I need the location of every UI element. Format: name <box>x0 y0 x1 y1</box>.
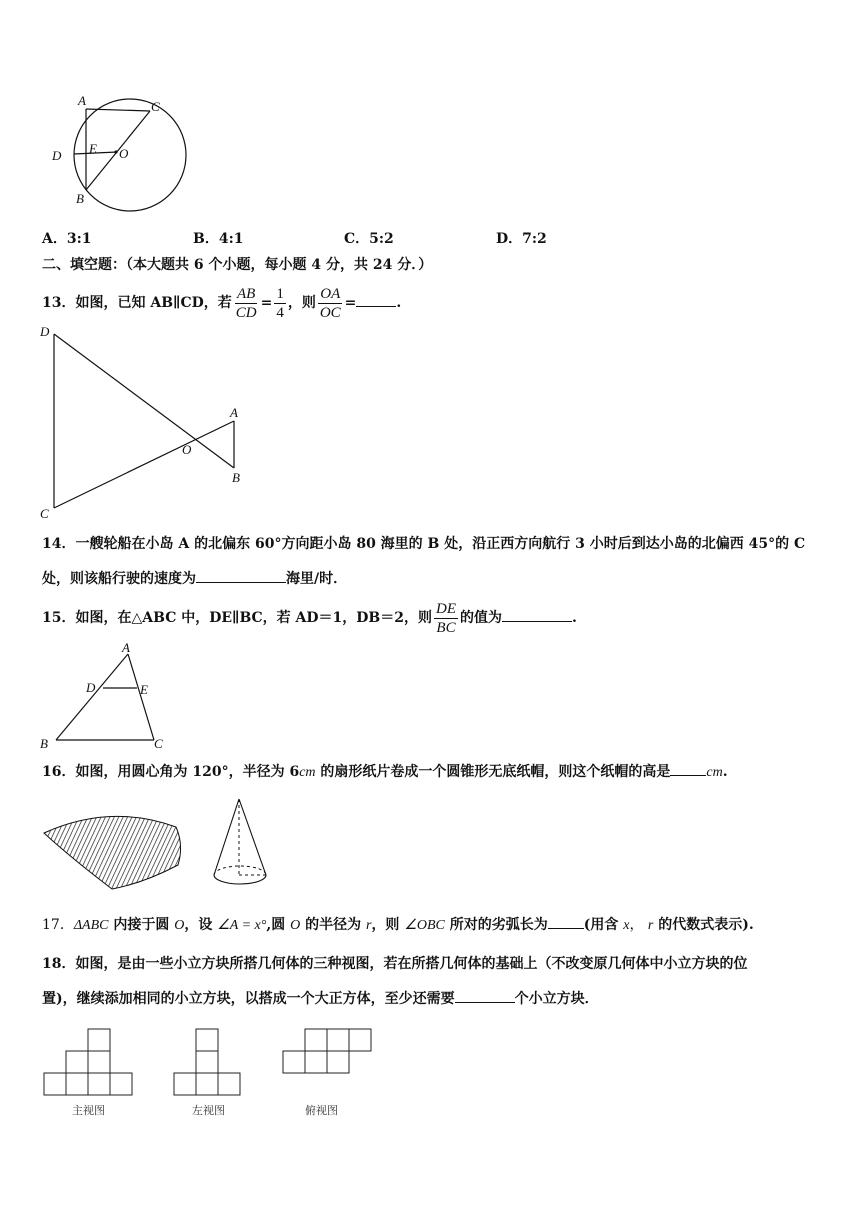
label-a: A <box>230 405 238 420</box>
frac-den: 4 <box>276 304 284 321</box>
choice-b[interactable]: B．4:1 <box>193 231 244 247</box>
q15-prefix: 15．如图，在△ABC 中，DE∥BC，若 AD＝1，DB＝2，则 <box>42 610 433 626</box>
q17-text-8: 的代数式表示). <box>653 917 754 933</box>
var-x: x <box>623 918 630 933</box>
comma: ， <box>629 917 648 933</box>
q14-text-a: 处，则该船行驶的速度为 <box>42 571 196 587</box>
circle-o-label: O <box>174 918 185 933</box>
radius-r: r <box>365 918 372 933</box>
left-view-caption: 左视图 <box>192 1104 225 1117</box>
segment-ca <box>54 421 234 508</box>
var-r: r <box>647 918 654 933</box>
q14-text-b: 海里/时． <box>286 571 348 587</box>
cone-base-front <box>214 875 266 884</box>
period: . <box>396 295 402 311</box>
angle-obc: ∠OBC <box>404 918 445 933</box>
q13-text <box>42 284 401 322</box>
answer-blank[interactable] <box>196 568 286 583</box>
q17-text-5: ，则 <box>371 917 405 933</box>
q16-prefix: 16．如图，用圆心角为 120°，半径为 6 <box>42 764 300 780</box>
q15-figure <box>36 640 176 752</box>
top-view <box>281 1026 375 1078</box>
q17-text-6: 所对的劣弧长为 <box>444 917 548 933</box>
unit-cm: cm <box>706 765 723 780</box>
answer-blank[interactable] <box>502 607 572 622</box>
q14-line1: 14．一艘轮船在小岛 A 的北偏东 60°方向距小岛 80 海里的 B 处，沿正西方向航行 3 小时后到达小岛的北偏西 45°的 C <box>42 536 806 552</box>
front-view <box>42 1026 134 1098</box>
side-ab <box>56 654 128 740</box>
sector-shape <box>44 816 181 889</box>
q18-text-b: 个小立方块． <box>514 991 599 1007</box>
label-b: B <box>40 736 48 751</box>
q16-mid: 的扇形纸片卷成一个圆锥形无底纸帽，则这个纸帽的高是 <box>315 764 671 780</box>
label-o: O <box>182 442 192 457</box>
q13-prefix: 13．如图，已知 AB∥CD，若 <box>42 295 232 311</box>
frac-num: AB <box>237 285 256 302</box>
triangle-abc: ΔABC <box>73 918 109 933</box>
equals-sign: = <box>344 295 357 311</box>
period: . <box>722 764 728 780</box>
answer-blank[interactable] <box>455 988 515 1003</box>
label-b: B <box>76 191 84 206</box>
q13-frac-1-4 <box>274 285 286 322</box>
period: . <box>572 610 577 626</box>
q15-suffix: 的值为 <box>460 610 503 626</box>
q12-circle-figure <box>48 90 208 220</box>
cone-right-edge <box>239 799 266 875</box>
front-view-caption: 主视图 <box>72 1104 105 1117</box>
frac-num: DE <box>436 600 457 617</box>
frac-den: CD <box>235 304 257 321</box>
section-heading: 二、填空题：（本大题共 6 个小题，每小题 4 分，共 24 分．） <box>42 257 433 273</box>
q17-prefix: 17． <box>42 917 74 933</box>
q17-text-3: ,圆 <box>266 917 291 933</box>
label-c: C <box>154 736 163 751</box>
q18-text-a: 置)，继续添加相同的小立方块，以搭成一个大正方体，至少还需要 <box>42 991 455 1007</box>
q17-text-1: 内接于圆 <box>108 917 175 933</box>
unit-cm: cm <box>299 765 316 780</box>
label-c: C <box>40 506 49 521</box>
q17-text <box>42 914 754 936</box>
answer-blank[interactable] <box>670 761 706 776</box>
q15-text <box>42 598 577 638</box>
answer-blank[interactable] <box>548 914 584 929</box>
label-c: C <box>151 99 160 114</box>
cone-figure <box>208 795 274 893</box>
circle-o-label: O <box>290 918 301 933</box>
side-ac <box>128 654 154 740</box>
q13-frac-oa-oc <box>318 285 343 322</box>
label-e: E <box>140 682 148 697</box>
left-view <box>172 1026 244 1098</box>
top-view-caption: 俯视图 <box>305 1104 338 1117</box>
label-d: D <box>86 680 96 695</box>
frac-num: 1 <box>276 285 284 302</box>
frac-den: OC <box>319 304 341 321</box>
segment-db <box>54 334 234 468</box>
choice-d[interactable]: D．7:2 <box>496 231 547 247</box>
q13-mid: ，则 <box>287 295 316 311</box>
cone-base-back <box>214 866 266 875</box>
frac-den: BC <box>436 619 456 636</box>
q17-text-2: ，设 <box>184 917 218 933</box>
equals-sign: = <box>260 295 273 311</box>
choice-c[interactable]: C．5:2 <box>344 231 394 247</box>
label-e: E <box>89 141 97 156</box>
q13-figure <box>36 322 256 522</box>
cone-left-edge <box>214 799 239 875</box>
q16-text <box>42 761 728 783</box>
answer-blank[interactable] <box>356 292 396 307</box>
label-a: A <box>78 93 86 108</box>
label-b: B <box>232 470 240 485</box>
q13-frac-ab-cd <box>234 285 259 322</box>
q14-line2 <box>42 568 347 589</box>
label-o: O <box>119 146 129 161</box>
q18-line1: 18．如图，是由一些小立方块所搭几何体的三种视图，若在所搭几何体的基础上（不改变原几何体中小立方块的位 <box>42 956 748 972</box>
q17-text-4: 的半径为 <box>300 917 366 933</box>
q17-text-7: (用含 <box>583 917 624 933</box>
q18-line2 <box>42 988 599 1009</box>
frac-num: OA <box>320 285 341 302</box>
q15-frac-de-bc <box>434 600 458 637</box>
center-point <box>114 150 117 153</box>
label-d: D <box>40 324 50 339</box>
angle-a: ∠A = x° <box>217 918 267 933</box>
label-d: D <box>52 148 62 163</box>
sector-figure <box>40 805 190 895</box>
label-a: A <box>122 640 130 655</box>
choice-a[interactable]: A．3:1 <box>42 231 92 247</box>
